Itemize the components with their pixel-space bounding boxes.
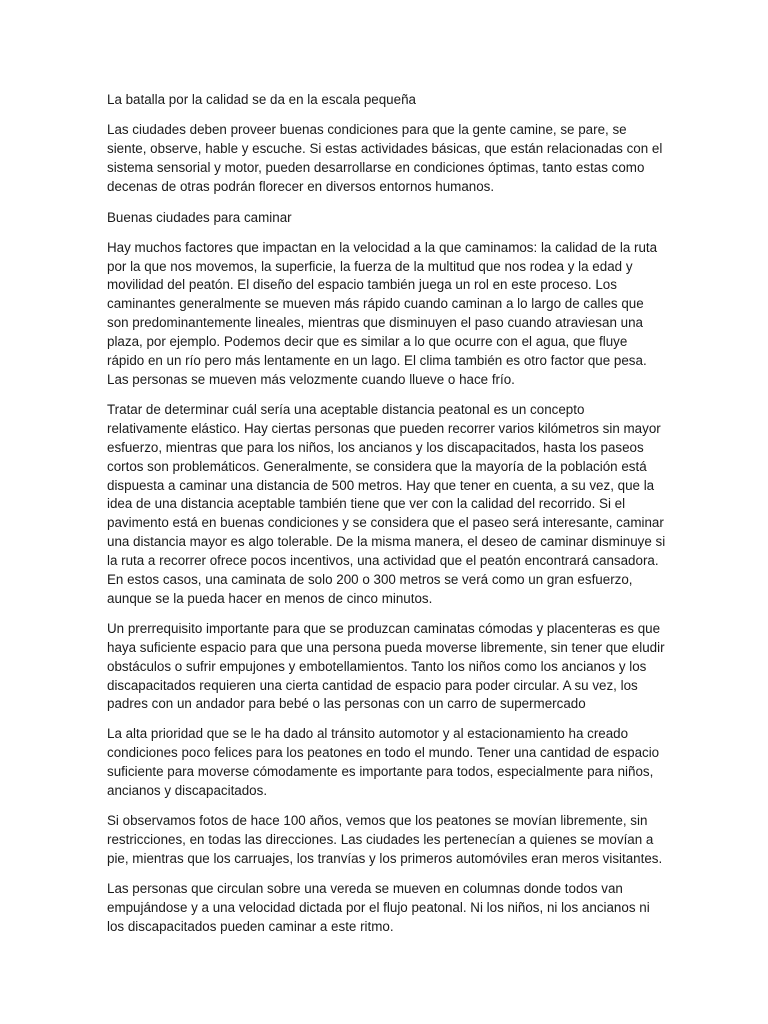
body-paragraph: La alta prioridad que se le ha dado al tránsito automotor y al estacionamiento ha creado condiciones poco felices para los peatones en todo el mundo. Tener una cantidad de espacio suficiente para moverse cómodamente es importante para todos, especialmente para niños, ancianos y discapacitados. bbox=[107, 726, 660, 799]
intro-paragraph: Las ciudades deben proveer buenas condiciones para que la gente camine, se pare, se siente, observe, hable y escuche. Si estas actividades básicas, que están relacionadas con el sistema sensorial y motor, pueden desarrollarse en condiciones óptimas, tanto estas como decenas de otras podrán florecer en diversos entornos humanos. bbox=[107, 122, 663, 194]
document-page bbox=[107, 90, 667, 947]
body-paragraph: Hay muchos factores que impactan en la velocidad a la que caminamos: la calidad de la ruta por la que nos movemos, la superficie, la fuerza de la multitud que nos rodea y la edad y movilidad del peatón. El diseño del espacio también juega un rol en este proceso. Los caminantes generalmente se mueven más rápido cuando caminan a lo largo de calles que son predominantemente lineales, mientras que disminuyen el paso cuando atraviesan una plaza, por ejemplo. Podemos decir que es similar a lo que ocurre con el agua, que fluye rápido en un río pero más lentamente en un lago. El clima también es otro factor que pesa. Las personas se mueven más velozmente cuando llueve o hace frío. bbox=[107, 239, 658, 387]
section-heading: Buenas ciudades para caminar bbox=[107, 209, 292, 225]
document-title: La batalla por la calidad se da en la escala pequeña bbox=[107, 92, 416, 107]
body-paragraph: Si observamos fotos de hace 100 años, vemos que los peatones se movían libremente, sin restricciones, en todas las direcciones. Las ciudades les pertenecían a quienes se movían a pie, mientras que los carruajes, los tranvías y los primeros automóviles eran meros visitantes. bbox=[107, 813, 663, 866]
body-paragraph: Tratar de determinar cuál sería una aceptable distancia peatonal es un concepto relativamente elástico. Hay ciertas personas que pueden recorrer varios kilómetros sin mayor esfuerzo, mientras que para los niños, los ancianos y los discapacitados, hasta los paseos cortos son problemáticos. Generalmente, se considera que la mayoría de la población está dispuesta a caminar una distancia de 500 metros. Hay que tener en cuenta, a su vez, que la idea de una distancia aceptable también tiene que ver con la calidad del recorrido. Si el pavimento está en buenas condiciones y se considera que el paseo será interesante, caminar una distancia mayor es algo tolerable. De la misma manera, el deseo de caminar disminuye si la ruta a recorrer ofrece pocos incentivos, una actividad que el peatón encontrará cansadora. En estos casos, una caminata de solo 200 o 300 metros se verá como un gran esfuerzo, aunque se la pueda hacer en menos de cinco minutos. bbox=[107, 401, 666, 606]
body-paragraph: Un prerrequisito importante para que se produzcan caminatas cómodas y placenteras es que haya suficiente espacio para que una persona pueda moverse libremente, sin tener que eludir obstáculos o sufrir empujones y embotellamientos. Tanto los niños como los ancianos y los discapacitados requieren una cierta cantidad de espacio para poder circular. A su vez, los padres con un andador para bebé o las personas con un carro de supermercado bbox=[107, 620, 665, 712]
body-paragraph: Las personas que circulan sobre una vereda se mueven en columnas donde todos van empujándose y a una velocidad dictada por el flujo peatonal. Ni los niños, ni los ancianos ni los discapacitados pueden caminar a este ritmo. bbox=[107, 880, 650, 934]
